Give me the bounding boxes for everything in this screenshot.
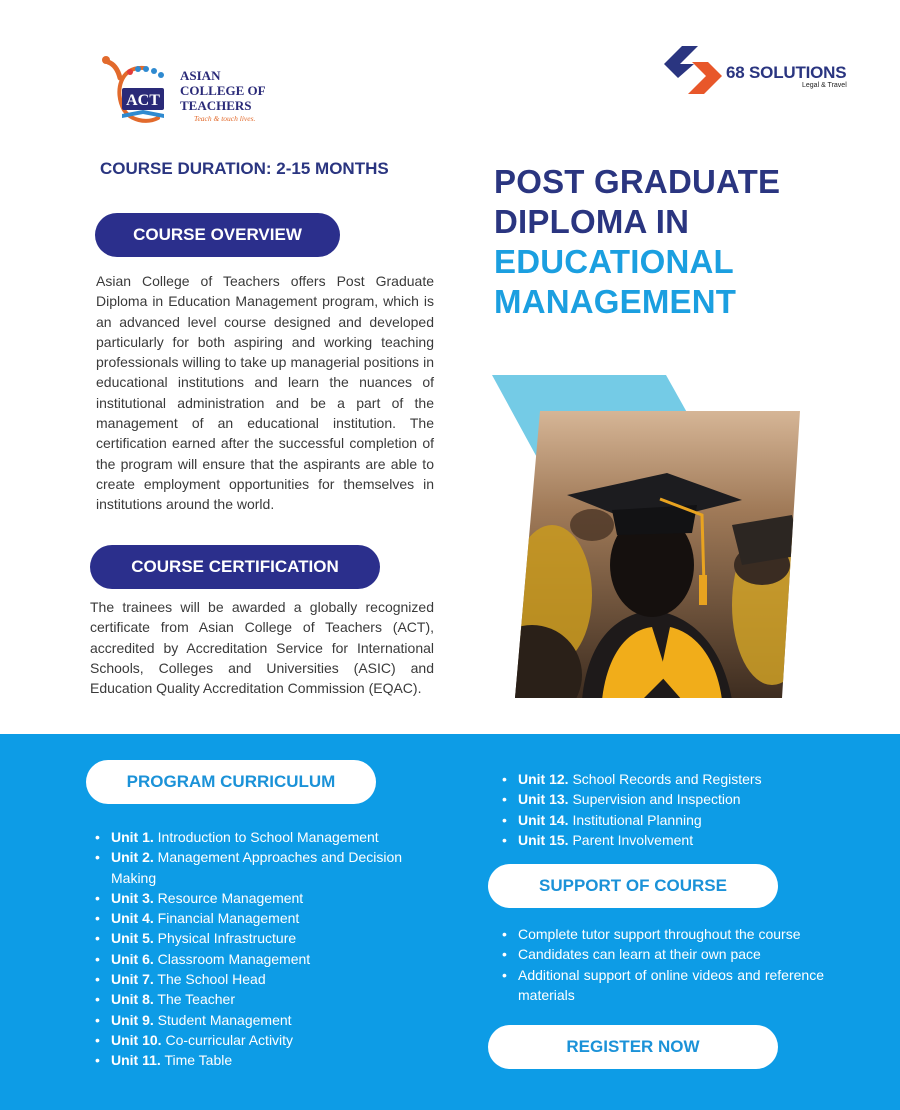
curriculum-unit: • Unit 7. The School Head — [95, 969, 425, 989]
solutions-logo — [664, 44, 864, 104]
course-certification-text: The trainees will be awarded a globally recognized certificate from Asian College of Teachers (ACT), accredited by Accreditation Service for International Schools, Colleges and Universities (ASIC) and Education Quality Accreditation Commission (EQAC). — [90, 599, 434, 697]
title-line-2: DIPLOMA IN — [494, 203, 690, 240]
register-now-button[interactable]: REGISTER NOW — [488, 1025, 778, 1069]
curriculum-unit: • Unit 12. School Records and Registers — [502, 769, 832, 789]
solutions-subtitle: Legal & Travel — [802, 82, 847, 89]
course-overview-heading: COURSE OVERVIEW — [95, 213, 340, 257]
curriculum-unit: • Unit 11. Time Table — [95, 1050, 425, 1070]
curriculum-unit: • Unit 9. Student Management — [95, 1010, 425, 1030]
course-certification-heading: COURSE CERTIFICATION — [90, 545, 380, 589]
curriculum-unit: • Unit 13. Supervision and Inspection — [502, 789, 832, 809]
curriculum-unit: • Unit 4. Financial Management — [95, 908, 425, 928]
curriculum-unit: • Unit 2. Management Approaches and Decision Making — [95, 847, 425, 888]
page-title — [494, 162, 780, 322]
support-list — [502, 924, 824, 1005]
title-line-3: EDUCATIONAL — [494, 243, 734, 280]
curriculum-unit: • Unit 10. Co-curricular Activity — [95, 1030, 425, 1050]
curriculum-list-left — [95, 827, 425, 1071]
program-curriculum-heading: PROGRAM CURRICULUM — [86, 760, 376, 804]
act-mark-text: ACT — [126, 92, 160, 109]
graduate-image — [492, 405, 802, 700]
title-line-1: POST GRADUATE — [494, 163, 781, 200]
act-name-line1: ASIAN — [180, 68, 221, 83]
curriculum-unit: • Unit 6. Classroom Management — [95, 949, 425, 969]
support-item: • Candidates can learn at their own pace — [502, 944, 824, 964]
curriculum-unit: • Unit 1. Introduction to School Management — [95, 827, 425, 847]
act-logo — [100, 52, 290, 130]
support-item: • Complete tutor support throughout the course — [502, 924, 824, 944]
act-name-line2: COLLEGE OF — [180, 83, 266, 98]
solutions-emblem-icon — [664, 44, 722, 102]
curriculum-unit: • Unit 8. The Teacher — [95, 989, 425, 1009]
curriculum-list-right — [502, 769, 832, 850]
solutions-name: 68 SOLUTIONS — [726, 63, 847, 82]
curriculum-unit: • Unit 15. Parent Involvement — [502, 830, 832, 850]
title-line-4: MANAGEMENT — [494, 283, 737, 320]
curriculum-unit: • Unit 5. Physical Infrastructure — [95, 928, 425, 948]
curriculum-unit: • Unit 14. Institutional Planning — [502, 810, 832, 830]
course-overview-text: Asian College of Teachers offers Post Graduate Diploma in Education Management program, which is an advanced level course designed and developed particularly for both aspiring and working teaching professionals willing to take up managerial positions in educational institutions and learn the nuances of institutional administration and be a part of the management of an educational institution. The certification earned after the successful completion of the program will ensure that the aspirants are able to create employment opportunities for themselves in institutions around the world. — [96, 273, 434, 513]
act-emblem-icon — [100, 52, 176, 128]
support-item: • Additional support of online videos and reference materials — [502, 965, 824, 1006]
act-name-line3: TEACHERS — [180, 98, 252, 113]
curriculum-unit: • Unit 3. Resource Management — [95, 888, 425, 908]
course-duration: COURSE DURATION: 2-15 MONTHS — [100, 159, 389, 178]
support-of-course-heading: SUPPORT OF COURSE — [488, 864, 778, 908]
graduation-photo — [492, 375, 802, 700]
act-name — [180, 68, 266, 113]
act-tagline: Teach & touch lives. — [194, 114, 256, 123]
